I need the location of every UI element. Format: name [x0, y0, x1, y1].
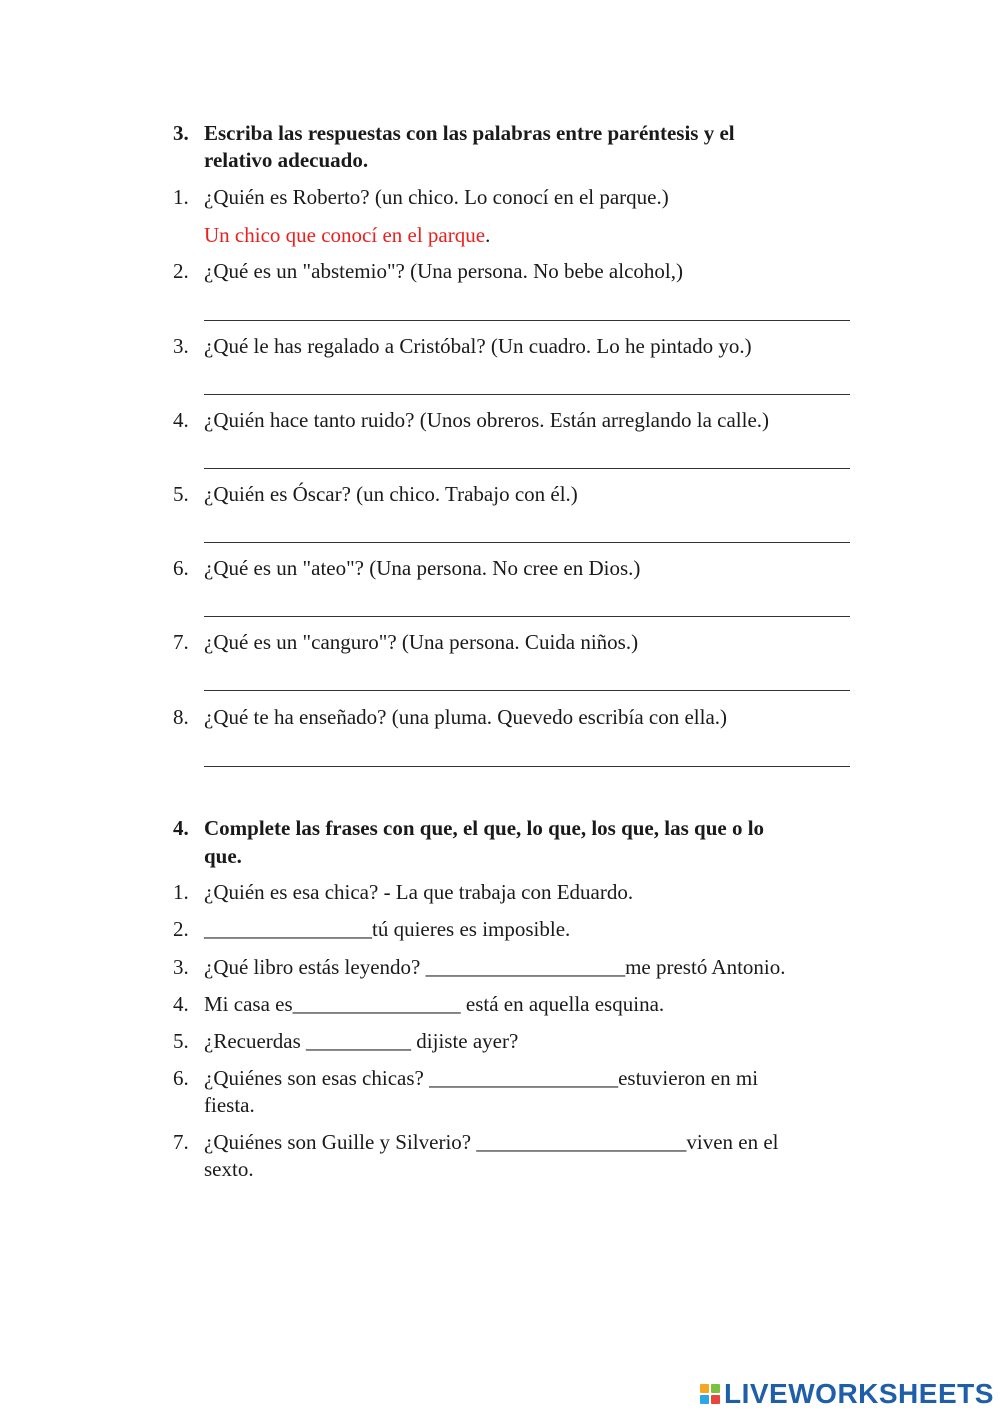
item-number: 4.: [173, 992, 189, 1016]
answer-text: Un chico que conocí en el parque: [204, 223, 486, 247]
item-number: 2.: [173, 259, 189, 283]
answer-blank[interactable]: [204, 766, 850, 767]
sentence-text: ¿Quién es esa chica? - La que trabaja con Eduardo.: [204, 880, 634, 904]
section-4-title-cont: que.: [204, 844, 242, 868]
question-text: ¿Quién es Óscar? (un chico. Trabajo con él.): [204, 482, 578, 506]
item-number: 6.: [173, 556, 189, 580]
question-text: ¿Quién es Roberto? (un chico. Lo conocí en el parque.): [204, 185, 669, 209]
section-3-title: Escriba las respuestas con las palabras entre paréntesis y el: [204, 121, 735, 145]
answer-blank[interactable]: [204, 616, 850, 617]
answer-blank[interactable]: [204, 542, 850, 543]
item-number: 2.: [173, 917, 189, 941]
item-number: 5.: [173, 482, 189, 506]
section-3-title-cont: relativo adecuado.: [204, 148, 369, 172]
section-3-number: 3.: [173, 121, 189, 145]
item-number: 1.: [173, 880, 189, 904]
liveworksheets-logo: [700, 1378, 994, 1410]
item-number: 5.: [173, 1029, 189, 1053]
sentence-text[interactable]: ________________tú quieres es imposible.: [204, 917, 571, 941]
logo-grid-icon: [700, 1384, 720, 1404]
item-number: 1.: [173, 185, 189, 209]
sample-answer: [204, 221, 490, 249]
answer-blank[interactable]: [204, 320, 850, 321]
question-text: ¿Qué es un "canguro"? (Una persona. Cuida niños.): [204, 630, 639, 654]
sentence-text[interactable]: ¿Recuerdas __________ dijiste ayer?: [204, 1029, 519, 1053]
question-text: ¿Qué le has regalado a Cristóbal? (Un cuadro. Lo he pintado yo.): [204, 334, 752, 358]
answer-blank[interactable]: [204, 690, 850, 691]
sentence-text[interactable]: ¿Quiénes son Guille y Silverio? ____________________viven en el: [204, 1130, 779, 1154]
question-text: ¿Qué te ha enseñado? (una pluma. Quevedo escribía con ella.): [204, 705, 728, 729]
section-4-number: 4.: [173, 816, 189, 840]
question-text: ¿Quién hace tanto ruido? (Unos obreros. Están arreglando la calle.): [204, 408, 770, 432]
section-4-title: Complete las frases con que, el que, lo que, los que, las que o lo: [204, 816, 765, 840]
item-number: 7.: [173, 1130, 189, 1154]
question-text: ¿Qué es un "abstemio"? (Una persona. No bebe alcohol,): [204, 259, 683, 283]
question-text: ¿Qué es un "ateo"? (Una persona. No cree en Dios.): [204, 556, 641, 580]
item-number: 8.: [173, 705, 189, 729]
sentence-text-cont: sexto.: [204, 1157, 254, 1181]
answer-blank[interactable]: [204, 468, 850, 469]
logo-text: LIVEWORKSHEETS: [724, 1378, 994, 1409]
sentence-text-cont: fiesta.: [204, 1093, 255, 1117]
item-number: 6.: [173, 1066, 189, 1090]
item-number: 7.: [173, 630, 189, 654]
sentence-text[interactable]: ¿Quiénes son esas chicas? __________________estuvieron en mi: [204, 1066, 759, 1090]
item-number: 3.: [173, 334, 189, 358]
sentence-text[interactable]: ¿Qué libro estás leyendo? ___________________me prestó Antonio.: [204, 955, 786, 979]
item-number: 3.: [173, 955, 189, 979]
answer-blank[interactable]: [204, 394, 850, 395]
item-number: 4.: [173, 408, 189, 432]
answer-period: .: [485, 223, 491, 247]
sentence-text[interactable]: Mi casa es________________ está en aquella esquina.: [204, 992, 665, 1016]
